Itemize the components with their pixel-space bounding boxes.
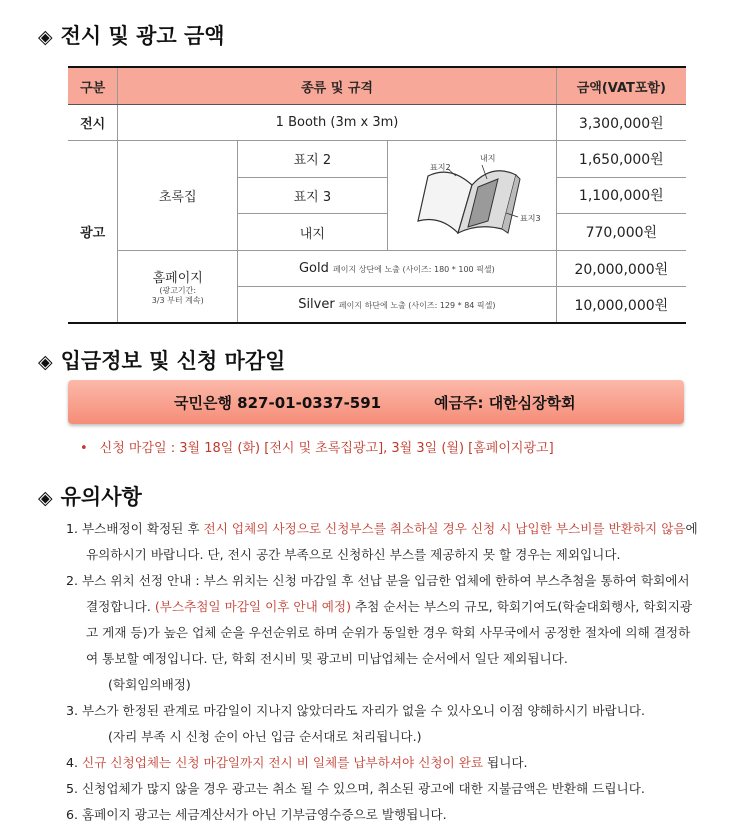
open-book-illustration	[388, 141, 556, 246]
header-price: 금액(VAT포함)	[556, 67, 686, 105]
abstract-book: 초록집	[118, 141, 238, 251]
homepage-label: 홈페이지	[152, 271, 203, 286]
table-row	[68, 141, 686, 178]
bullet-icon: •	[80, 441, 88, 456]
gold-label: Gold	[298, 261, 329, 276]
silver-price: 10,000,000원	[556, 287, 686, 324]
note-item-5: 5. 신청업체가 많지 않을 경우 광고는 취소 될 수 있으며, 취소된 광고에 대한 지불금액은 반환해 드립니다.	[66, 781, 645, 796]
table-row	[68, 105, 686, 141]
diamond-icon: ◈	[38, 487, 53, 509]
book-illustration	[387, 141, 556, 251]
cover3-label: 표지 3	[238, 177, 388, 214]
bank-info-box	[68, 380, 684, 424]
table-row	[68, 251, 686, 287]
price-table	[68, 66, 686, 324]
note-2-suffix: (학회임의배정)	[108, 677, 191, 692]
table-header-row	[68, 67, 686, 105]
booth-price: 3,300,000원	[556, 105, 686, 141]
account-holder: 예금주: 대한심장학회	[434, 393, 576, 412]
gold-price: 20,000,000원	[556, 251, 686, 287]
note-item-1: 1. 부스배정이 확정된 후 전시 업체의 사정으로 신청부스를 취소하실 경우 신청 시 납입한 부스비를 반환하지 않음에 유의하시기 바랍니다. 단, 전시 공간 부족으로 신청하신 부스를 제공하지 못 할 경우는 제외입니다.	[66, 521, 698, 562]
gold-desc: 페이지 상단에 노출 (사이즈: 180 * 100 픽셀)	[333, 265, 495, 274]
inner-price: 770,000원	[556, 214, 686, 251]
diamond-icon: ◈	[38, 351, 53, 373]
silver-desc: 페이지 하단에 노출 (사이즈: 129 * 84 픽셀)	[338, 301, 496, 310]
category-ad: 광고	[68, 141, 118, 324]
diamond-icon: ◈	[38, 26, 53, 48]
section-title-exhibit: ◈ 전시 및 광고 금액	[38, 24, 225, 48]
section-title-payment: ◈ 입금정보 및 신청 마감일	[38, 349, 286, 373]
note-item-6: 6. 홈페이지 광고는 세금계산서가 아닌 기부금영수증으로 발행됩니다.	[66, 807, 447, 822]
homepage-period-1: (광고기간:	[159, 286, 197, 295]
book-label-inner: 내지	[479, 154, 496, 163]
note-3-suffix: (자리 부족 시 신청 순이 아닌 입금 순서대로 처리됩니다.)	[108, 729, 422, 744]
note-item-3: 3. 부스가 한정된 관계로 마감일이 지나지 않았더라도 자리가 없을 수 있사오니 이점 양해하시기 바랍니다. (자리 부족 시 신청 순이 아닌 입금 순서대로 처리됩니다.)	[66, 698, 702, 750]
homepage-period-2: 3/3 부터 계속)	[151, 296, 204, 305]
homepage-cell	[118, 251, 238, 324]
silver-spec	[238, 287, 557, 324]
note-item-2: 2. 부스 위치 선정 안내 : 부스 위치는 신청 마감일 후 선납 분을 입금한 업체에 한하여 부스추첨을 통하여 학회에서 결정합니다. (부스추첨일 마감일 이후 안내 예정) 추첨 순서는 부스의 규모, 학회기여도(학술대회행사, 학회지광고 게재 등)가 높은 업체 순을 우선순위로 하며 순위가 동일한 경우 학회 사무국에서 공정한 절차에 의해 결정하여 통보할 예정입니다. 단, 학회 전시비 및 광고비 미납업체는 순서에서 일단 제외됩니다. (학회임의배정)	[66, 568, 702, 698]
note-item-4: 4. 신규 신청업체는 신청 마감일까지 전시 비 일체를 납부하셔야 신청이 완료 됩니다.	[66, 755, 528, 770]
header-type: 종류 및 규격	[118, 67, 556, 105]
section-title-notes: ◈ 유의사항	[38, 485, 142, 509]
bank-account: 국민은행 827-01-0337-591	[174, 393, 382, 412]
inner-label: 내지	[238, 214, 388, 251]
notes-list	[66, 516, 702, 828]
book-label-cover3: 표지3	[519, 214, 541, 223]
deadline-text: 신청 마감일 : 3월 18일 (화) [전시 및 초록집광고], 3월 3일 (월) [홈페이지광고]	[99, 441, 554, 456]
silver-label: Silver	[298, 297, 335, 312]
header-category: 구분	[68, 67, 118, 105]
booth-spec: 1 Booth (3m x 3m)	[118, 105, 556, 141]
deadline-line	[80, 437, 554, 456]
book-label-cover2: 표지2	[429, 163, 451, 172]
category-exhibit: 전시	[68, 105, 118, 141]
cover3-price: 1,100,000원	[556, 177, 686, 214]
cover2-price: 1,650,000원	[556, 141, 686, 178]
cover2-label: 표지 2	[238, 141, 388, 178]
gold-spec	[238, 251, 557, 287]
